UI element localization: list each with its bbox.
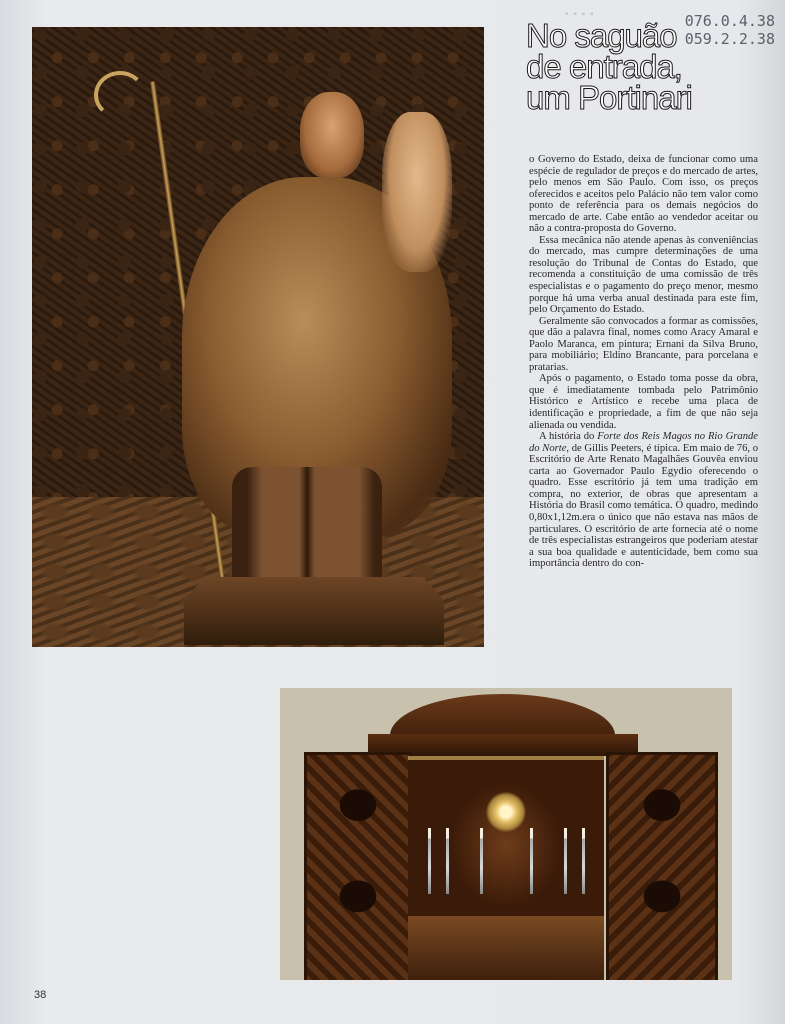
oratory-altar	[408, 916, 604, 980]
candlestick	[446, 828, 449, 894]
paragraph-5-rest: , de Gillis Peeters, é típica. Em maio de 76, o Escritório de Arte Renato Magalhães Gouvêa enviou carta ao Governador Paulo Egydio oferecendo o quadro. Esse escritório já tem uma tradição em compra, no exterior, de obras que apresentam a História do Brasil como temática. O quadro, medindo 0,80x1,12m.era o único que não estava nas mãos de particulares. O escritório de arte fornecia até o nome de três especialistas estrangeiros que poderiam atestar a sua boa qualidade e autenticidade, bem como sua importância dentro do con-	[529, 442, 759, 570]
saint-statue-photo	[32, 27, 484, 647]
paragraph-5-intro: A história do	[539, 431, 598, 443]
title-line-1: No saguão	[526, 17, 677, 54]
statue-base	[184, 577, 444, 645]
paragraph-3: Geralmente são convocados a formar as comissões, que dão a palavra final, nomes como Aracy Amaral e Paolo Maranca, em pintura; Ernani da Silva Bruno, para mobiliário; Eldino Brancante, para porcelana e pratarias.	[529, 315, 758, 373]
handwritten-ref-1: 076.0.4.38	[684, 12, 775, 30]
paragraph-4: Após o pagamento, o Estado toma posse da obra, que é imediatamente tombada pelo Patrimônio Histórico e Artístico e recebe uma placa de identificação e propriedade, a fim de que não seja alienada ou vendida.	[529, 373, 758, 431]
faint-stamp: ▪ ▪ ▪ ▪	[565, 9, 595, 20]
oratory-right-door	[606, 752, 718, 980]
title-line-3: um Portinari	[526, 79, 692, 116]
paragraph-2: Essa mecânica não atende apenas às conveniências do mercado, mas cumpre determinações de uma resolução do Tribunal de Contas do Estado, que recomenda a constituição de uma comissão de três especialistas e o pagamento do preço menor, mesmo porque há uma verba anual destinada para este fim, pelo Orçamento do Estado.	[529, 234, 758, 316]
paragraph-5	[529, 431, 758, 570]
candlestick	[564, 828, 567, 894]
monstrance	[486, 792, 526, 832]
candlestick	[530, 828, 533, 894]
candlestick	[428, 828, 431, 894]
title-line-2: de entrada,	[526, 48, 682, 85]
oratory-left-door	[304, 752, 412, 980]
oratory-photo	[280, 688, 732, 980]
christ-child-figure	[382, 112, 452, 272]
article-body	[529, 154, 758, 570]
statue-head	[300, 92, 364, 178]
crozier-crook	[94, 71, 146, 119]
paragraph-1: o Governo do Estado, deixa de funcionar como uma espécie de regulador de preços e do mercado de artes, pelo menos em São Paulo. Com isso, os preços oferecidos e aceitos pelo Palácio não tem valor como ponto de referência para os demais negócios do mercado de arte. Cabe então ao vendedor aceitar ou não a contra-proposta do Governo.	[529, 154, 758, 235]
candlestick	[582, 828, 585, 894]
article-title	[526, 17, 776, 116]
handwritten-ref-2: 059.2.2.38	[684, 30, 775, 48]
candlestick	[480, 828, 483, 894]
page-number: 38	[34, 989, 47, 1001]
painting-title: Forte dos Reis Magos no Rio Grande do Norte	[529, 431, 758, 454]
